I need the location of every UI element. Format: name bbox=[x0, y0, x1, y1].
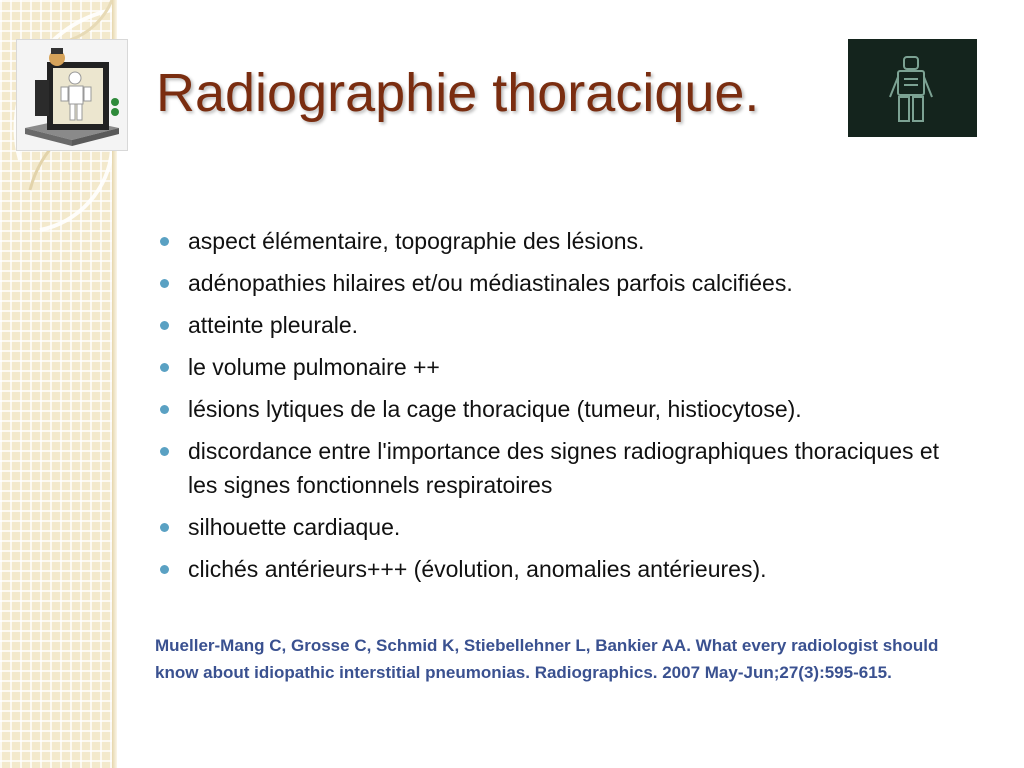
xray-machine-image bbox=[16, 39, 128, 151]
bullet-text: le volume pulmonaire ++ bbox=[188, 354, 440, 380]
bullet-dot-icon bbox=[160, 279, 169, 288]
bullet-dot-icon bbox=[160, 321, 169, 330]
bullet-dot-icon bbox=[160, 565, 169, 574]
bullet-dot-icon bbox=[160, 523, 169, 532]
bullet-item bbox=[160, 392, 970, 426]
bullet-dot-icon bbox=[160, 405, 169, 414]
bullet-text: adénopathies hilaires et/ou médiastinales parfois calcifiées. bbox=[188, 270, 793, 296]
bullet-text: silhouette cardiaque. bbox=[188, 514, 401, 540]
bullet-dot-icon bbox=[160, 447, 169, 456]
bullet-list bbox=[160, 224, 970, 594]
bullet-text: aspect élémentaire, topographie des lésions. bbox=[188, 228, 645, 254]
bullet-item bbox=[160, 350, 970, 384]
bullet-item bbox=[160, 224, 970, 258]
xray-skeleton-image bbox=[848, 39, 977, 137]
bullet-item bbox=[160, 308, 970, 342]
slide-title: Radiographie thoracique. bbox=[156, 63, 760, 123]
bullet-dot-icon bbox=[160, 363, 169, 372]
bullet-text: clichés antérieurs+++ (évolution, anomalies antérieures). bbox=[188, 556, 767, 582]
bullet-item bbox=[160, 434, 970, 502]
bullet-dot-icon bbox=[160, 237, 169, 246]
bullet-text: atteinte pleurale. bbox=[188, 312, 359, 338]
bullet-text: lésions lytiques de la cage thoracique (tumeur, histiocytose). bbox=[188, 396, 802, 422]
bullet-item bbox=[160, 552, 970, 586]
citation-reference: Mueller-Mang C, Grosse C, Schmid K, Stiebellehner L, Bankier AA. What every radiologist should know about idiopathic interstitial pneumonias. Radiographics. 2007 May-Jun;27(3):595-615. bbox=[155, 636, 939, 682]
bullet-item bbox=[160, 510, 970, 544]
bullet-item bbox=[160, 266, 970, 300]
bullet-text: discordance entre l'importance des signes radiographiques thoraciques et les signes fonctionnels respiratoires bbox=[188, 438, 940, 498]
